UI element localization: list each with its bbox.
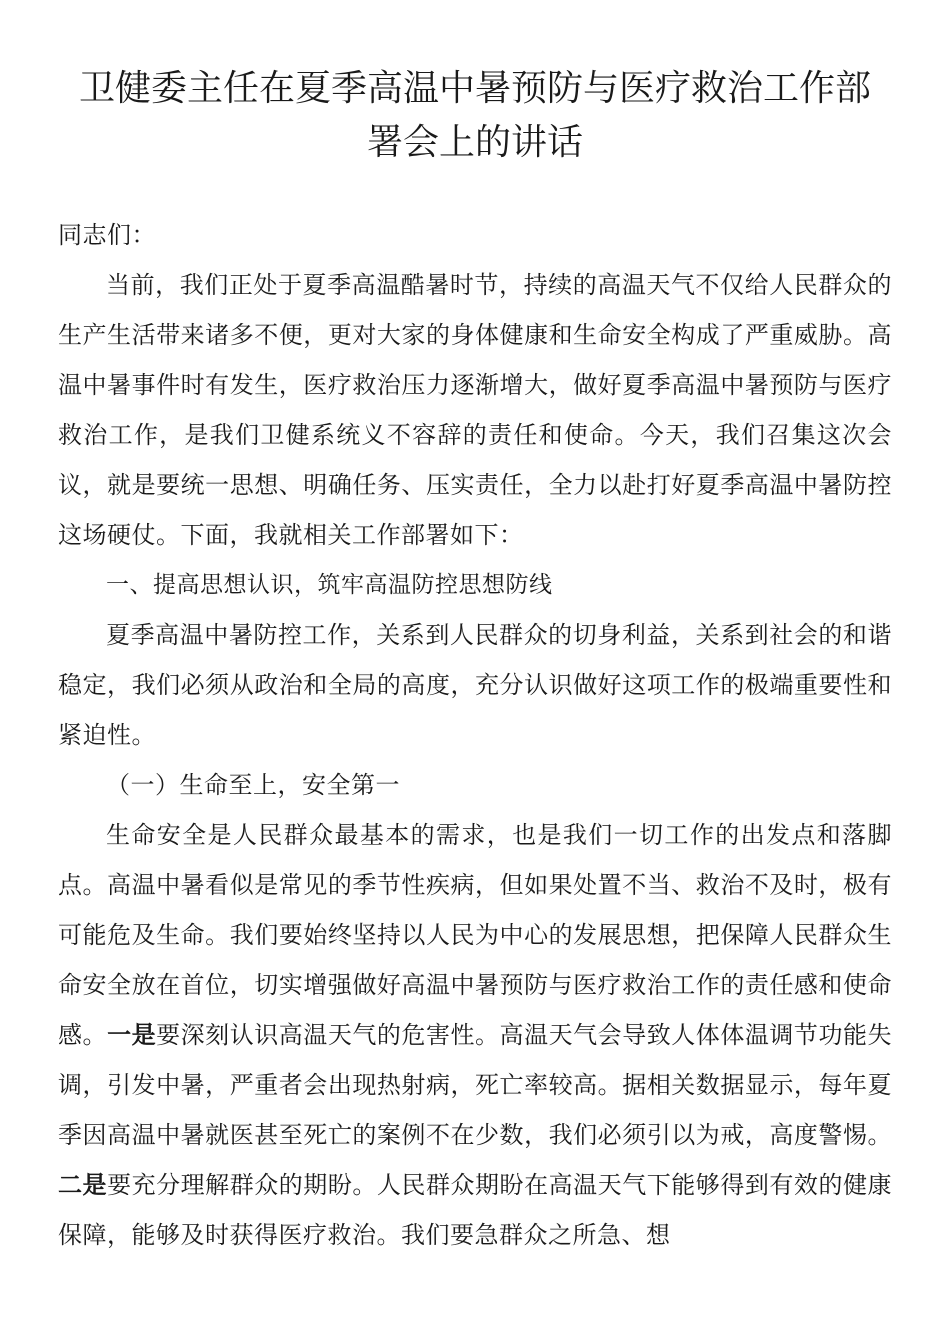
paragraph-text: 生命安全是人民群众最基本的需求，也是我们一切工作的出发点和落脚点。高温中暑看似是常见的季节性疾病，但如果处置不当、救治不及时，极有可能危及生命。我们要始终坚持以人民为中心的发展思想，把保障人民群众生命安全放在首位，切实增强做好高温中暑预防与医疗救治工作的责任感和使命感。 <box>58 821 892 1049</box>
paragraph-text: 要深刻认识高温天气的危害性。高温天气会导致人体体温调节功能失调，引发中暑，严重者会出现热射病，死亡率较高。据相关数据显示，每年夏季因高温中暑就医甚至死亡的案例不在少数，我们必须引以为戒，高度警惕。 <box>58 1021 893 1149</box>
section-heading-1: 一、提高思想认识，筑牢高温防控思想防线 <box>106 572 553 598</box>
intro-paragraph: 当前，我们正处于夏季高温酷暑时节，持续的高温天气不仅给人民群众的生产生活带来诸多不便，更对大家的身体健康和生命安全构成了严重威胁。高温中暑事件时有发生，医疗救治压力逐渐增大，做好夏季高温中暑预防与医疗救治工作，是我们卫健系统义不容辞的责任和使命。今天，我们召集这次会议，就是要统一思想、明确任务、压实责任，全力以赴打好夏季高温中暑防控这场硬仗。下面，我就相关工作部署如下： <box>58 271 892 549</box>
section-1-paragraph: 夏季高温中暑防控工作，关系到人民群众的切身利益，关系到社会的和谐稳定，我们必须从政治和全局的高度，充分认识做好这项工作的极端重要性和紧迫性。 <box>58 621 892 749</box>
salutation: 同志们： <box>58 221 156 249</box>
paragraph-text: 要充分理解群众的期盼。人民群众期盼在高温天气下能够得到有效的健康保障，能够及时获得医疗救治。我们要急群众之所急、想 <box>58 1171 892 1249</box>
emphasis-second: 二是 <box>58 1171 108 1199</box>
emphasis-first: 一是 <box>107 1021 157 1049</box>
subsection-1-paragraph <box>58 810 892 1260</box>
document-title: 卫健委主任在夏季高温中暑预防与医疗救治工作部署会上的讲话 <box>78 68 871 163</box>
subsection-heading-1: （一）生命至上，安全第一 <box>106 771 400 799</box>
document-body <box>58 210 892 1260</box>
